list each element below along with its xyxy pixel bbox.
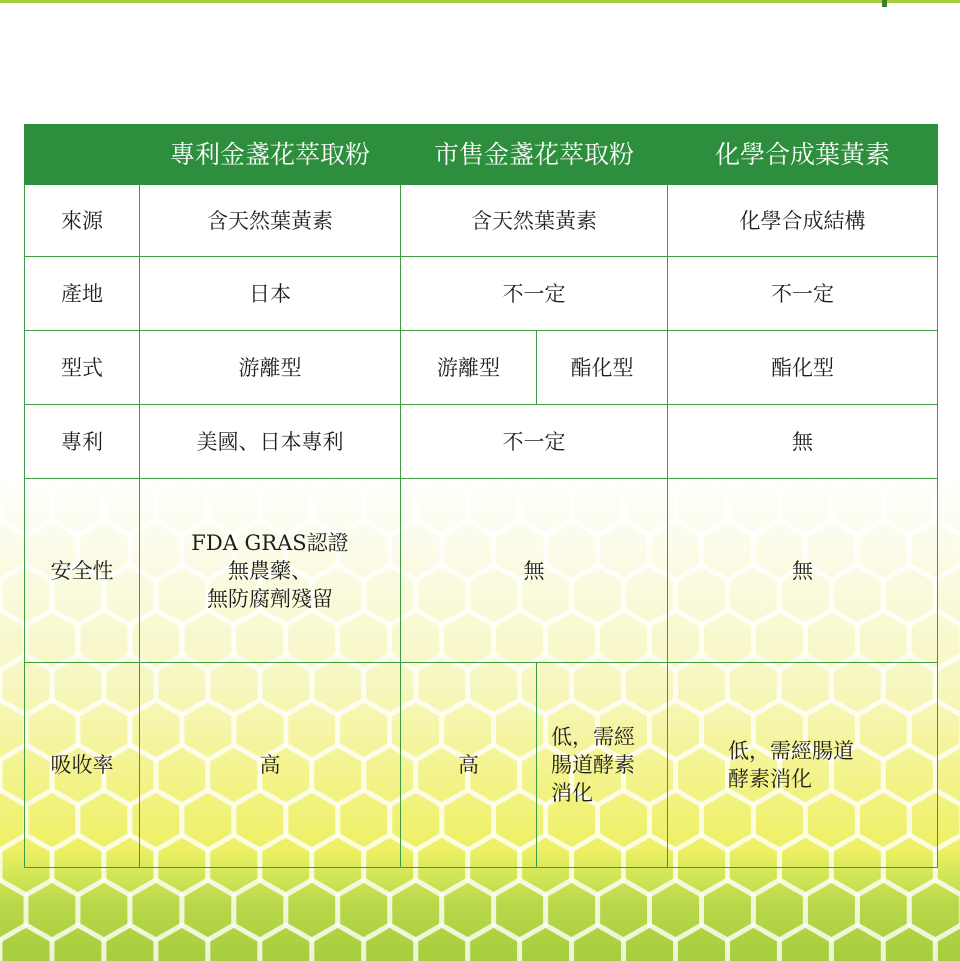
cell-line: FDA GRAS認證 (191, 530, 349, 555)
row-label-source: 來源 (25, 185, 140, 257)
header-empty-cell (25, 125, 140, 185)
table-row (25, 479, 938, 663)
table-row (25, 331, 938, 405)
row-label-absorption: 吸收率 (25, 663, 140, 868)
hexagon-shape (208, 925, 260, 961)
cell-line: 無農藥、 (228, 558, 312, 583)
cell-line: 酵素消化 (728, 767, 813, 791)
hexagon-shape (935, 925, 960, 961)
row-label-safety: 安全性 (25, 479, 140, 663)
cell-form-col3: 酯化型 (668, 331, 938, 405)
table-row (25, 663, 938, 868)
cell-line: 低，需經腸道 (728, 739, 855, 763)
cell-source-col2: 含天然葉黃素 (401, 185, 668, 257)
table-row (25, 257, 938, 331)
cell-absorption-col2a: 高 (401, 663, 537, 868)
cell-patent-col1: 美國、日本專利 (140, 405, 401, 479)
table-row (25, 405, 938, 479)
hexagon-shape (364, 925, 416, 961)
header-commercial-extract: 市售金盞花萃取粉 (401, 125, 668, 185)
row-label-form: 型式 (25, 331, 140, 405)
row-label-patent: 專利 (25, 405, 140, 479)
cell-patent-col2: 不一定 (401, 405, 668, 479)
table-header-row (25, 125, 938, 185)
cell-origin-col1: 日本 (140, 257, 401, 331)
hexagon-shape (676, 925, 728, 961)
cell-safety-col1 (140, 479, 401, 663)
hexagon-shape (156, 925, 208, 961)
cell-form-col1: 游離型 (140, 331, 401, 405)
hexagon-shape (104, 925, 156, 961)
hexagon-shape (260, 925, 312, 961)
hexagon-shape (883, 925, 935, 961)
cell-absorption-col3 (668, 663, 938, 868)
header-synthetic-lutein: 化學合成葉黃素 (668, 125, 938, 185)
hexagon-shape (520, 925, 572, 961)
cell-form-col2a: 游離型 (401, 331, 537, 405)
cell-safety-col3: 無 (668, 479, 938, 663)
cell-absorption-col2b (537, 663, 668, 868)
hexagon-shape (0, 925, 52, 961)
hexagon-shape (624, 925, 676, 961)
cell-source-col3: 化學合成結構 (668, 185, 938, 257)
cell-origin-col2: 不一定 (401, 257, 668, 331)
header-patented-extract: 專利金盞花萃取粉 (140, 125, 401, 185)
cell-line: 低，需經 (551, 725, 635, 749)
hexagon-shape (779, 925, 831, 961)
cell-absorption-col1: 高 (140, 663, 401, 868)
hexagon-shape (416, 925, 468, 961)
hexagon-shape (52, 925, 104, 961)
cell-origin-col3: 不一定 (668, 257, 938, 331)
table-row (25, 185, 938, 257)
cell-line: 腸道酵素 (551, 753, 635, 777)
hexagon-shape (468, 925, 520, 961)
hexagon-shape (831, 925, 883, 961)
hexagon-shape (728, 925, 780, 961)
hexagon-shape (572, 925, 624, 961)
cell-safety-col2: 無 (401, 479, 668, 663)
cell-patent-col3: 無 (668, 405, 938, 479)
comparison-table (24, 124, 938, 868)
cell-form-col2b: 酯化型 (537, 331, 668, 405)
cell-line: 消化 (551, 781, 593, 805)
row-label-origin: 產地 (25, 257, 140, 331)
cell-line: 無防腐劑殘留 (207, 586, 333, 611)
cell-source-col1: 含天然葉黃素 (140, 185, 401, 257)
hexagon-shape (312, 925, 364, 961)
